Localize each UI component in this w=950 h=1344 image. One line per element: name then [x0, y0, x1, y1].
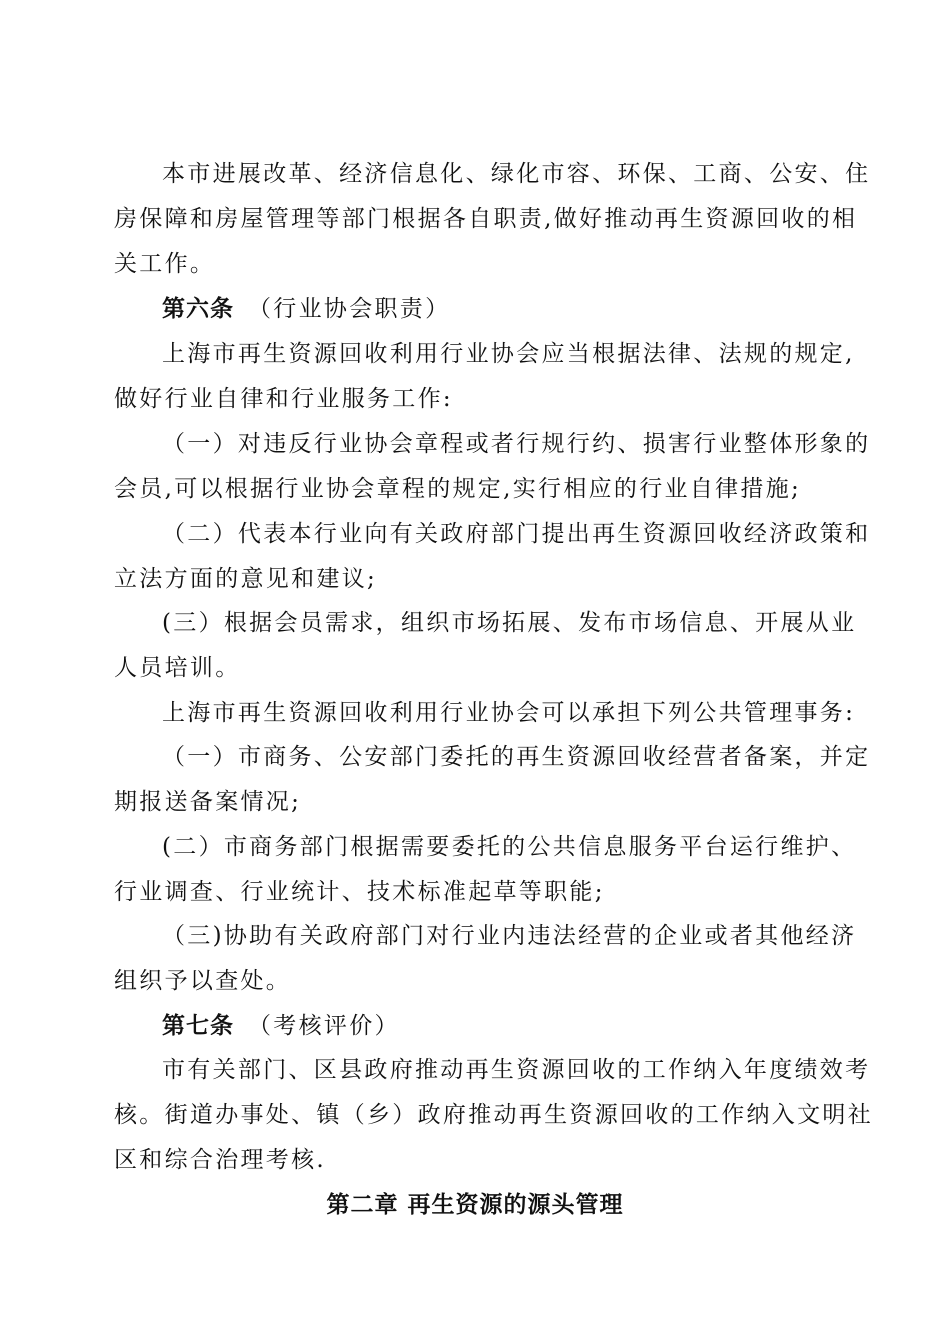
paragraph-line: 会员,可以根据行业协会章程的规定,实行相应的行业自律措施;	[114, 476, 802, 502]
article-7-heading	[162, 1010, 838, 1042]
paragraph-line: 人员培训。	[114, 655, 241, 681]
paragraph-line: 关工作。	[114, 251, 216, 277]
chapter-heading: 第二章 再生资源的源头管理	[326, 1192, 624, 1218]
paragraph-line: （三)协助有关政府部门对行业内违法经营的企业或者其他经济	[162, 923, 857, 949]
paragraph-line: 房保障和房屋管理等部门根据各自职责,做好推动再生资源回收的相	[114, 206, 858, 232]
paragraph-line: （一）市商务、公安部门委托的再生资源回收经营者备案，并定	[162, 744, 871, 770]
paragraph-line: （一）对违反行业协会章程或者行规行约、损害行业整体形象的	[162, 431, 871, 457]
paragraph-line: 期报送备案情况;	[114, 789, 302, 815]
paragraph-line: 区和综合治理考核.	[114, 1147, 327, 1173]
article-6-heading	[162, 293, 838, 325]
article-6-label: 第六条	[162, 296, 234, 322]
paragraph-line: (三）根据会员需求，组织市场拓展、发布市场信息、开展从业	[162, 610, 857, 636]
paragraph-line: 核。街道办事处、镇（乡）政府推动再生资源回收的工作纳入文明社	[114, 1102, 873, 1128]
paragraph-line: 上海市再生资源回收利用行业协会应当根据法律、法规的规定,	[162, 341, 855, 367]
article-7-label: 第七条	[162, 1013, 234, 1039]
paragraph-line: 组织予以查处。	[114, 968, 292, 994]
paragraph-line: 行业调查、行业统计、技术标准起草等职能;	[114, 879, 605, 905]
paragraph-line: （二）代表本行业向有关政府部门提出再生资源回收经济政策和	[162, 521, 871, 547]
paragraph-line: (二）市商务部门根据需要委托的公共信息服务平台运行维护、	[162, 834, 857, 860]
paragraph-line: 上海市再生资源回收利用行业协会可以承担下列公共管理事务:	[162, 700, 856, 726]
paragraph-line: 本市进展改革、经济信息化、绿化市容、环保、工商、公安、住	[162, 161, 871, 187]
article-7-title: （考核评价）	[248, 1013, 400, 1039]
paragraph-line: 市有关部门、区县政府推动再生资源回收的工作纳入年度绩效考	[162, 1057, 871, 1083]
paragraph-line: 做好行业自律和行业服务工作:	[114, 386, 453, 412]
paragraph-line: 立法方面的意见和建议;	[114, 566, 378, 592]
article-6-title: （行业协会职责）	[248, 296, 451, 322]
